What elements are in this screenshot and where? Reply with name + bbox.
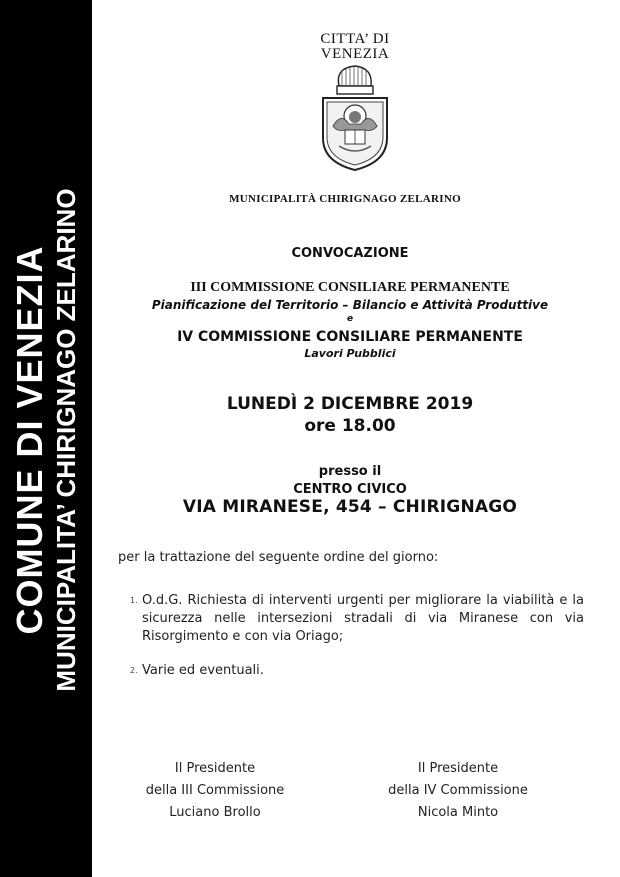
list-item-number: 2. xyxy=(130,666,138,675)
list-item xyxy=(118,592,584,646)
list-item-text: Varie ed eventuali. xyxy=(142,663,264,678)
city-header xyxy=(300,32,410,172)
notice-title: CONVOCAZIONE xyxy=(291,246,409,261)
list-item-number: 1. xyxy=(130,596,138,605)
sidebar-banner xyxy=(0,0,92,877)
list-item xyxy=(118,662,584,680)
signature-left xyxy=(125,758,305,824)
location-name: CENTRO CIVICO xyxy=(293,482,407,497)
sidebar-subtitle: MUNICIPALITA’ CHIRIGNAGO ZELARINO xyxy=(51,188,81,692)
location-prefix: presso il xyxy=(318,464,382,479)
sidebar-text xyxy=(0,60,92,820)
signature-commission: della III Commissione xyxy=(145,783,285,798)
signature-name: Nicola Minto xyxy=(417,805,499,820)
commission-3-subtitle: Pianificazione del Territorio – Bilancio e Attività Produttive xyxy=(151,298,549,312)
meeting-time: ore 18.00 xyxy=(304,416,396,436)
commission-4-title: IV COMMISSIONE CONSILIARE PERMANENTE xyxy=(177,329,523,345)
signature-name: Luciano Brollo xyxy=(169,805,261,820)
city-name-line1: CITTA’ DI xyxy=(320,31,390,47)
agenda-intro: per la trattazione del seguente ordine del giorno: xyxy=(118,550,439,565)
commission-4-subtitle: Lavori Pubblici xyxy=(304,347,396,360)
agenda-list xyxy=(118,592,584,680)
signature-commission: della IV Commissione xyxy=(388,783,528,798)
location-address: VIA MIRANESE, 454 – CHIRIGNAGO xyxy=(182,497,518,517)
signature-role: Il Presidente xyxy=(417,761,499,776)
signature-right xyxy=(368,758,548,824)
municipality-name: MUNICIPALITÀ CHIRIGNAGO ZELARINO xyxy=(229,193,461,205)
signature-role: Il Presidente xyxy=(174,761,256,776)
sidebar-title: COMUNE DI VENEZIA xyxy=(9,245,50,635)
city-name-line2: VENEZIA xyxy=(320,46,390,62)
meeting-date: LUNEDÌ 2 DICEMBRE 2019 xyxy=(226,394,474,414)
list-item-text: O.d.G. Richiesta di interventi urgenti per migliorare la viabilità e la sicurezza nelle intersezioni stradali di via Miranese con via Risorgimento e con via Oriago; xyxy=(142,593,584,644)
conjunction: e xyxy=(346,314,354,324)
commission-3-title: III COMMISSIONE CONSILIARE PERMANENTE xyxy=(190,280,510,295)
lion-of-saint-mark-crest-icon xyxy=(315,64,395,172)
